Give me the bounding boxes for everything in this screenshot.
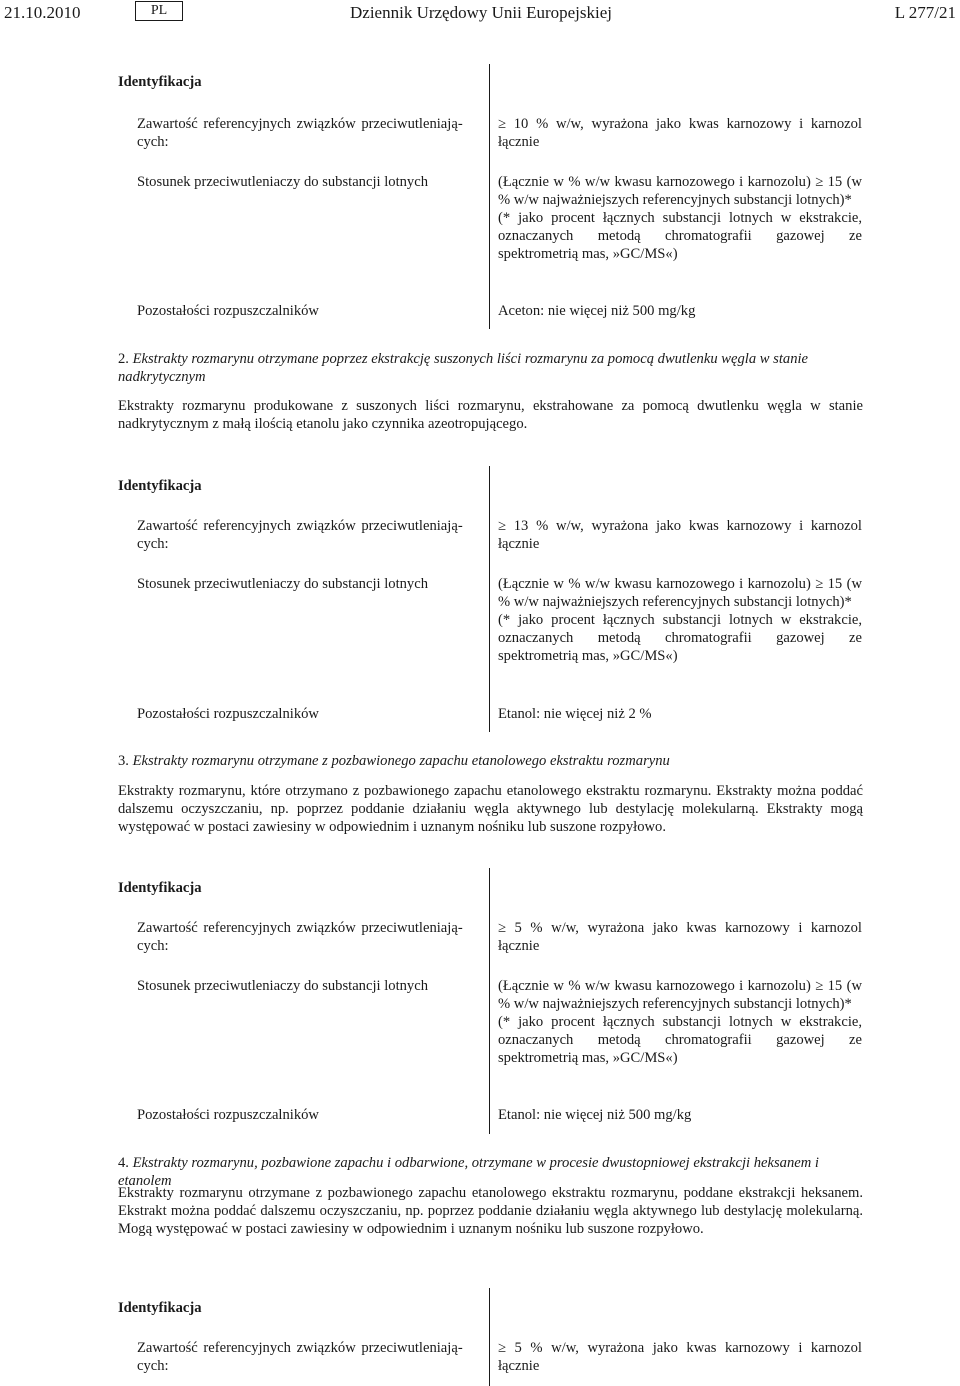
- ratio-label: Stosunek przeciwutleniaczy do substancji lotnych: [137, 978, 428, 994]
- column-divider: [489, 1288, 490, 1386]
- ratio-formula: (Łącznie w % w/w kwasu karnozowego i karnozolu) ≥ 15 (w % w/w najważniejszych referencyjnych substancji lotnych)*: [498, 576, 862, 610]
- column-divider: [489, 868, 490, 1134]
- section-2-body: Ekstrakty rozmarynu produkowane z suszonych liści rozmarynu, ekstrahowane za pomocą dwutlenku węgla w stanie nadkrytycznym z małą ilością etanolu jako czynnika azeotropującego.: [118, 398, 863, 432]
- solvent-residue-value: Aceton: nie więcej niż 500 mg/kg: [498, 303, 696, 319]
- ratio-label: Stosunek przeciwutleniaczy do substancji lotnych: [137, 576, 428, 592]
- section-title-text: Ekstrakty rozmarynu otrzymane z pozbawionego zapachu etanolowego ekstraktu rozmarynu: [132, 753, 670, 769]
- page-reference: L 277/21: [894, 3, 956, 22]
- identification-heading: Identyfikacja: [118, 74, 202, 90]
- antioxidant-content-label: Zawartość referencyjnych związków przeciwutleniają-cych:: [137, 116, 463, 150]
- publication-date: 21.10.2010: [4, 3, 81, 22]
- antioxidant-content-value: ≥ 5 % w/w, wyrażona jako kwas karnozowy i karnozol łącznie: [498, 920, 862, 954]
- ratio-formula: (Łącznie w % w/w kwasu karnozowego i karnozolu) ≥ 15 (w % w/w najważniejszych referencyjnych substancji lotnych)*: [498, 174, 862, 208]
- ratio-value: [498, 173, 862, 263]
- section-3-body: Ekstrakty rozmarynu, które otrzymano z pozbawionego zapachu etanolowego ekstraktu rozmarynu. Ekstrakty można poddać dalszemu oczyszczaniu, np. poprzez poddanie działaniu węgla aktywnego lub destylację molekularną. Ekstrakty mogą występować w postaci zawiesiny w odpowiednim i uznanym nośniku lub suszone rozpyłowo.: [118, 783, 863, 835]
- solvent-residue-label: Pozostałości rozpuszczalników: [137, 303, 319, 319]
- section-4-body: Ekstrakty rozmarynu otrzymane z pozbawionego zapachu etanolowego ekstraktu rozmarynu, poddane ekstrakcji heksanem. Ekstrakt można poddać dalszemu oczyszczaniu, np. poprzez poddanie działaniu węgla aktywnego lub destylację molekularną. Mogą występować w postaci zawiesiny w odpowiednim i uznanym nośniku lub suszone rozpyłowo.: [118, 1185, 863, 1237]
- ratio-footnote: (* jako procent łącznych substancji lotnych w ekstrakcie, oznaczanych metodą chromatografii gazowej ze spektrometrią mas, »GC/MS«): [498, 1014, 862, 1066]
- section-number: 3.: [118, 753, 129, 769]
- page-header: [0, 0, 960, 28]
- solvent-residue-label: Pozostałości rozpuszczalników: [137, 706, 319, 722]
- antioxidant-content-value: ≥ 10 % w/w, wyrażona jako kwas karnozowy i karnozol łącznie: [498, 116, 862, 150]
- section-number: 2.: [118, 351, 129, 367]
- antioxidant-content-value: ≥ 13 % w/w, wyrażona jako kwas karnozowy i karnozol łącznie: [498, 518, 862, 552]
- column-divider: [489, 64, 490, 329]
- ratio-footnote: (* jako procent łącznych substancji lotnych w ekstrakcie, oznaczanych metodą chromatografii gazowej ze spektrometrią mas, »GC/MS«): [498, 612, 862, 664]
- ratio-formula: (Łącznie w % w/w kwasu karnozowego i karnozolu) ≥ 15 (w % w/w najważniejszych referencyjnych substancji lotnych)*: [498, 978, 862, 1012]
- ratio-value: [498, 977, 862, 1067]
- antioxidant-content-label: Zawartość referencyjnych związków przeciwutleniają-cych:: [137, 518, 463, 552]
- section-title-text: Ekstrakty rozmarynu, pozbawione zapachu i odbarwione, otrzymane w procesie dwustopniowej ekstrakcji heksanem i etanolem: [118, 1155, 819, 1189]
- solvent-residue-label: Pozostałości rozpuszczalników: [137, 1107, 319, 1123]
- ratio-label: Stosunek przeciwutleniaczy do substancji lotnych: [137, 174, 428, 190]
- antioxidant-content-label: Zawartość referencyjnych związków przeciwutleniają-cych:: [137, 920, 463, 954]
- solvent-residue-value: Etanol: nie więcej niż 2 %: [498, 706, 652, 722]
- ratio-value: [498, 575, 862, 665]
- solvent-residue-value: Etanol: nie więcej niż 500 mg/kg: [498, 1107, 692, 1123]
- column-divider: [489, 466, 490, 732]
- ratio-footnote: (* jako procent łącznych substancji lotnych w ekstrakcie, oznaczanych metodą chromatografii gazowej ze spektrometrią mas, »GC/MS«): [498, 210, 862, 262]
- section-2-title: [118, 350, 864, 386]
- section-3-title: [118, 752, 864, 770]
- antioxidant-content-label: Zawartość referencyjnych związków przeciwutleniają-cych:: [137, 1340, 463, 1374]
- identification-heading: Identyfikacja: [118, 1300, 202, 1316]
- section-title-text: Ekstrakty rozmarynu otrzymane poprzez ekstrakcję suszonych liści rozmarynu za pomocą dwutlenku węgla w stanie nadkrytycznym: [118, 351, 809, 385]
- language-badge: PL: [135, 1, 183, 21]
- identification-heading: Identyfikacja: [118, 880, 202, 896]
- journal-title: Dziennik Urzędowy Unii Europejskiej: [350, 3, 613, 22]
- identification-heading: Identyfikacja: [118, 478, 202, 494]
- antioxidant-content-value: ≥ 5 % w/w, wyrażona jako kwas karnozowy i karnozol łącznie: [498, 1340, 862, 1374]
- section-number: 4.: [118, 1155, 129, 1171]
